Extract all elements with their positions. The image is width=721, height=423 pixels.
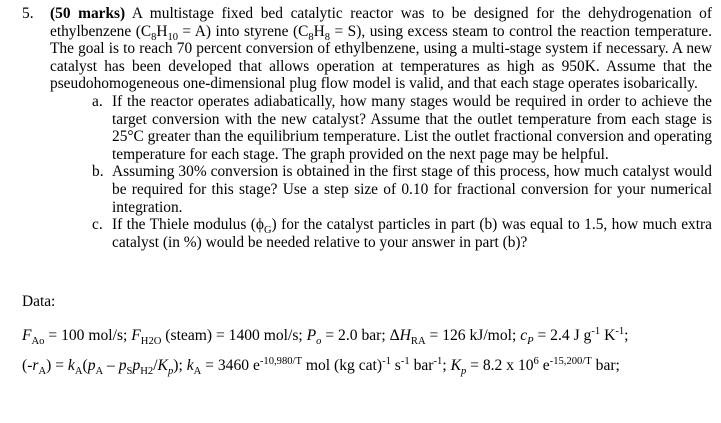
text-segment: (- bbox=[22, 357, 33, 374]
sub-question-a bbox=[92, 93, 712, 163]
text-segment: = 2.0 bar; Δ bbox=[321, 327, 400, 344]
text-segment: = 126 kJ/mol; bbox=[425, 327, 521, 344]
text-segment: = 8.2 x 10 bbox=[466, 357, 534, 374]
text-segment: 8 bbox=[308, 31, 314, 43]
text-segment: 10 bbox=[167, 31, 178, 43]
item-letter: c. bbox=[92, 216, 103, 234]
text-segment: -1 bbox=[433, 355, 443, 367]
text-segment: -15,200/T bbox=[549, 355, 592, 367]
text-segment: – bbox=[103, 357, 119, 374]
item-text bbox=[112, 216, 712, 251]
text-segment: mol (kg cat) bbox=[301, 357, 383, 374]
text-segment: Assuming 30% conversion is obtained in the first stage of this process, how much catalyst would be required for this stage? Use a step size of 0.10 for fractional conversion for your numerical integration. bbox=[112, 163, 712, 216]
text-segment: = 3460 e bbox=[201, 357, 260, 374]
text-segment: p bbox=[460, 366, 467, 378]
text-segment: Ao bbox=[31, 336, 45, 348]
sub-question-b bbox=[92, 163, 712, 216]
text-segment: o bbox=[316, 336, 322, 348]
sub-question-c bbox=[92, 216, 712, 251]
text-segment: / bbox=[153, 357, 158, 374]
item-text bbox=[112, 93, 712, 163]
text-segment: K bbox=[600, 327, 616, 344]
text-segment: -1 bbox=[615, 325, 625, 337]
text-segment: H bbox=[399, 327, 411, 344]
text-segment: P bbox=[527, 336, 534, 348]
text-segment: -1 bbox=[591, 325, 601, 337]
text-segment: c bbox=[520, 327, 528, 344]
text-segment: ) = bbox=[46, 357, 68, 374]
data-line-flows bbox=[22, 325, 629, 348]
text-segment: A bbox=[74, 366, 83, 378]
text-segment: p bbox=[87, 357, 96, 374]
text-segment: p bbox=[118, 357, 127, 374]
text-segment: bar bbox=[409, 357, 434, 374]
question-number: 5. bbox=[22, 5, 34, 22]
text-segment: = A) into styrene (C bbox=[177, 22, 309, 40]
text-segment: S bbox=[126, 366, 133, 378]
text-segment: ) for the catalyst particles in part (b) was equal to 1.5, how much extra catalyst (in %) would be needed relative to your answer in part (b)? bbox=[112, 216, 712, 251]
data-label: Data: bbox=[22, 293, 56, 310]
text-segment: k bbox=[186, 357, 194, 374]
text-segment: H bbox=[313, 22, 325, 40]
text-segment: H bbox=[156, 22, 168, 40]
text-segment: P bbox=[306, 327, 317, 344]
text-segment: k bbox=[67, 357, 75, 374]
text-segment: (50 marks) bbox=[50, 5, 126, 22]
text-segment: (steam) = 1400 mol/s; bbox=[161, 327, 307, 344]
text-segment: If the Thiele modulus (ϕ bbox=[112, 216, 264, 234]
text-segment: A multistage fixed bed catalytic reactor was to be designed for the dehydrogenation of ethylbenzene (C bbox=[50, 5, 712, 40]
text-segment: p bbox=[132, 357, 141, 374]
item-letter: b. bbox=[92, 163, 104, 181]
question-5 bbox=[22, 5, 712, 251]
text-segment: A bbox=[193, 366, 202, 378]
sub-questions bbox=[92, 93, 712, 251]
text-segment: ; bbox=[442, 357, 451, 374]
text-segment: ); bbox=[173, 357, 187, 374]
text-segment: A bbox=[38, 366, 47, 378]
text-segment: ( bbox=[82, 357, 88, 374]
item-text bbox=[112, 163, 712, 215]
text-segment: F bbox=[131, 327, 141, 344]
text-segment: G bbox=[263, 225, 272, 237]
text-segment: If the reactor operates adiabatically, how many stages would be required in order to achieve the target conversion with the new catalyst? Assume that the outlet temperature from each stage is 25°C greater than the equilibrium temperature. List the outlet fractional conversion and operating temperature for each stage. The graph provided on the next page may be helpful. bbox=[112, 92, 712, 163]
text-segment: H2 bbox=[140, 366, 154, 378]
text-segment: e bbox=[538, 357, 550, 374]
text-segment: RA bbox=[410, 336, 426, 348]
text-segment: -1 bbox=[400, 355, 410, 367]
text-segment: ; bbox=[624, 327, 629, 344]
text-segment: -1 bbox=[382, 355, 391, 367]
text-segment: 8 bbox=[324, 31, 330, 43]
item-letter: a. bbox=[92, 92, 103, 110]
text-segment: K bbox=[450, 357, 461, 374]
text-segment: = 100 mol/s; bbox=[44, 327, 132, 344]
text-segment: 8 bbox=[151, 31, 157, 43]
text-segment: H2O bbox=[140, 336, 162, 348]
text-segment: = S), using excess steam to control the reaction temperature. The goal is to reach 70 percent conversion of ethylbenzene, using a multi-stage system if necessary. A new catalyst has been developed that allows operation at temperatures as high as 950K. Assume that the pseudohomogeneous one-dimensional plug flow model is valid, and that each stage operates isobarically. bbox=[50, 22, 712, 93]
text-segment: -10,980/T bbox=[259, 355, 302, 367]
text-segment: K bbox=[157, 357, 168, 374]
text-segment: 6 bbox=[533, 355, 539, 367]
text-segment: r bbox=[32, 357, 39, 374]
text-segment: A bbox=[95, 366, 104, 378]
data-line-kinetics bbox=[22, 355, 620, 378]
text-segment: F bbox=[22, 327, 32, 344]
text-segment: = 2.4 J g bbox=[533, 327, 592, 344]
text-segment: p bbox=[167, 366, 174, 378]
question-text bbox=[50, 5, 712, 93]
text-segment: bar; bbox=[591, 357, 620, 374]
text-segment: s bbox=[390, 357, 401, 374]
